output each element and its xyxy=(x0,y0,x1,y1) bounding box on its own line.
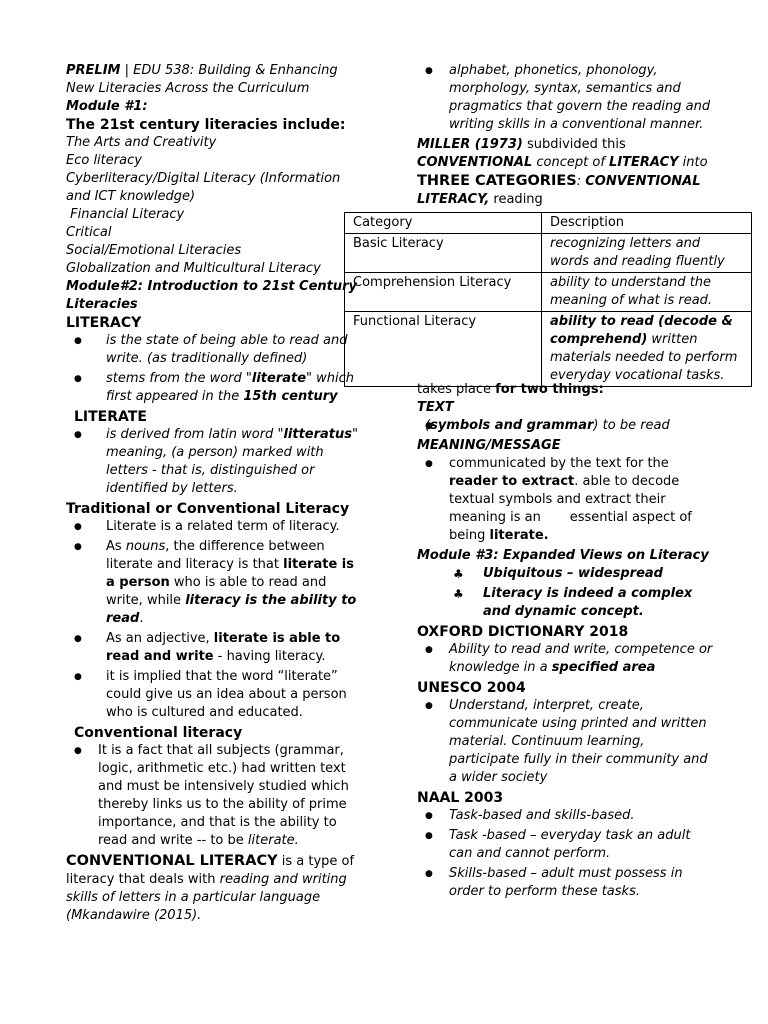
header-description: Description xyxy=(542,213,752,234)
module3-heading: Module #3: Expanded Views on Literacy xyxy=(417,548,709,563)
list-item: ● is the state of being able to read and write. (as traditionally defined) xyxy=(66,332,366,368)
literate-list xyxy=(66,426,366,498)
list-item: ● It is a fact that all subjects (grammar, logic, arithmetic etc.) had written text and must be intensively studied which thereby links us to the ability of prime importance, and that is the ability to read and write -- to be literate. xyxy=(66,742,366,850)
literacy-heading: LITERACY xyxy=(66,315,142,331)
conventional-paragraph: CONVENTIONAL LITERACY is a type of literacy that deals with reading and writing skills of letters in a particular language (Mkandawire (2015). xyxy=(66,853,355,923)
module1-heading: Module #1: xyxy=(66,99,148,114)
literacy-item: Financial Literacy xyxy=(66,207,185,222)
literacy-item: Social/Emotional Literacies xyxy=(66,243,242,258)
literacy-item: Eco literacy xyxy=(66,153,142,168)
list-item: ● Ability to read and write, competence or knowledge in a specified area xyxy=(417,641,717,677)
literacy-item: Globalization and Multicultural Literacy xyxy=(66,261,321,276)
course-header xyxy=(66,62,366,98)
list-item: ● alphabet, phonetics, phonology, morphology, syntax, semantics and pragmatics that govern the reading and writing skills in a conventional manner. xyxy=(417,62,717,134)
header-category: Category xyxy=(345,213,542,234)
table-row xyxy=(345,312,752,387)
cell-description: recognizing letters and words and reading fluently xyxy=(542,234,752,273)
literacy-item: Critical xyxy=(66,225,112,240)
cell-category: Basic Literacy xyxy=(345,234,542,273)
cell-description: ability to read (decode & comprehend) written materials needed to perform everyday vocational tasks. xyxy=(542,312,752,387)
list-item: ● (symbols and grammar) to be read xyxy=(417,417,717,435)
literate-heading: LITERATE xyxy=(74,409,147,425)
list-item: ♣ Ubiquitous – widespread xyxy=(417,565,717,583)
naal-list xyxy=(417,807,717,901)
miller-paragraph: MILLER (1973) subdivided this CONVENTIONAL concept of LITERACY into THREE CATEGORIES: CONVENTIONAL LITERACY, reading xyxy=(417,137,708,207)
module3-list xyxy=(417,565,717,621)
table-row xyxy=(345,273,752,312)
list-item: ● communicated by the text for the reader to extract. able to decode textual symbols and extract their meaning is an essential aspect of being literate. xyxy=(417,455,717,545)
literacy-item: Cyberliteracy/Digital Literacy (Information and ICT knowledge) xyxy=(66,171,341,204)
literacy-item: The Arts and Creativity xyxy=(66,135,217,150)
unesco-list xyxy=(417,697,717,787)
list-item: ● As nouns, the difference between literate and literacy is that literate is a person who is able to read and write, while literacy is the ability to read. xyxy=(66,538,366,628)
naal-heading: NAAL 2003 xyxy=(417,790,504,806)
left-column xyxy=(66,62,366,925)
cell-description: ability to understand the meaning of what is read. xyxy=(542,273,752,312)
right-column xyxy=(417,62,717,903)
prelim-label: PRELIM xyxy=(66,63,121,78)
list-item: ● As an adjective, literate is able to read and write - having literacy. xyxy=(66,630,366,666)
list-item: ♣ Literacy is indeed a complex and dynamic concept. xyxy=(417,585,717,621)
oxford-list xyxy=(417,641,717,677)
list-item: ● it is implied that the word “literate” could give us an idea about a person who is cultured and educated. xyxy=(66,668,366,722)
list-item: ● stems from the word "literate" which first appeared in the 15th century xyxy=(66,370,366,406)
list-item: ● Task -based – everyday task an adult can and cannot perform. xyxy=(417,827,717,863)
list-item: ● Literate is a related term of literacy. xyxy=(66,518,366,536)
top-list xyxy=(417,62,717,134)
text-heading: TEXT xyxy=(417,400,454,415)
list-item: ● Skills-based – adult must possess in order to perform these tasks. xyxy=(417,865,717,901)
meaning-list xyxy=(417,455,717,545)
module2-heading: Module#2: Introduction to 21st Century Literacies xyxy=(66,279,358,312)
list-item: ● Understand, interpret, create, communicate using printed and written material. Continuum learning, participate fully in their community and a wider society xyxy=(417,697,717,787)
table-header-row xyxy=(345,213,752,234)
cell-category: Functional Literacy xyxy=(345,312,542,387)
course-title: | EDU 538: Building & Enhancing New Literacies Across the Curriculum xyxy=(66,63,338,96)
table-row xyxy=(345,234,752,273)
literacy-categories-table xyxy=(344,212,752,387)
list-item: ● Task-based and skills-based. xyxy=(417,807,717,825)
literacies-heading: The 21st century literacies include: xyxy=(66,117,346,133)
conventional-heading: Conventional literacy xyxy=(74,725,243,741)
oxford-heading: OXFORD DICTIONARY 2018 xyxy=(417,624,629,640)
meaning-heading: MEANING/MESSAGE xyxy=(417,438,561,453)
text-list xyxy=(417,417,717,435)
list-item: ● is derived from latin word "litteratus" meaning, (a person) marked with letters - that is, distinguished or identified by letters. xyxy=(66,426,366,498)
conventional-list xyxy=(66,742,366,850)
literacy-list xyxy=(66,332,366,406)
traditional-list xyxy=(66,518,366,722)
traditional-heading: Traditional or Conventional Literacy xyxy=(66,501,350,517)
takes-place-line: takes place for two things: xyxy=(417,382,604,397)
cell-category: Comprehension Literacy xyxy=(345,273,542,312)
unesco-heading: UNESCO 2004 xyxy=(417,680,526,696)
